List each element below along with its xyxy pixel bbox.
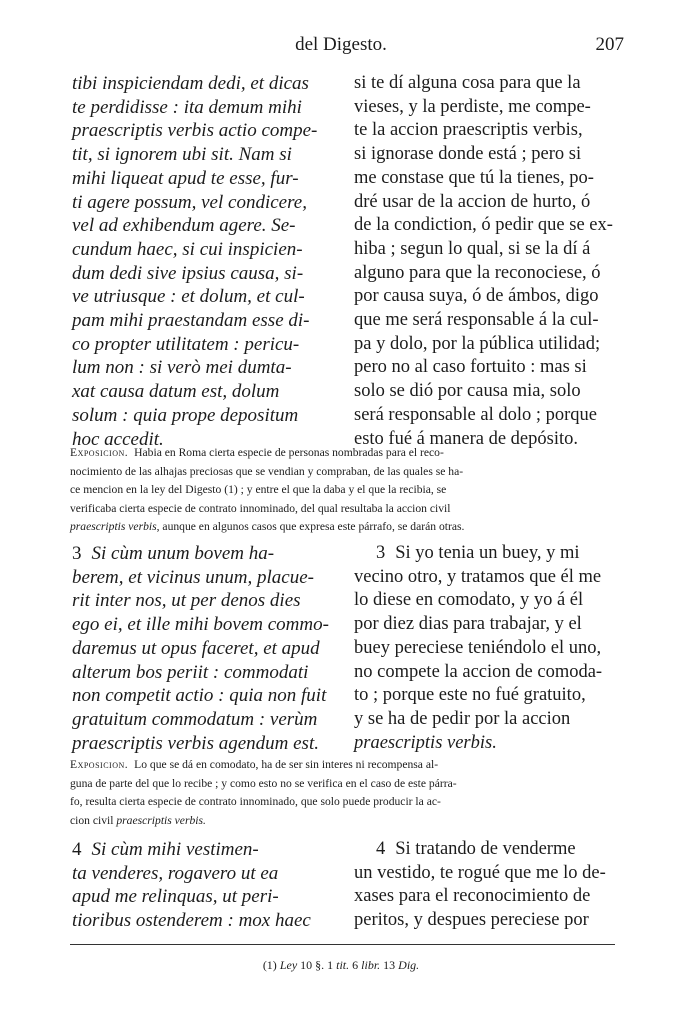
spanish-column <box>354 542 616 755</box>
spanish-line: de la condiction, ó pedir que se ex- <box>354 215 613 236</box>
exposicion-note-2 <box>70 756 615 830</box>
paragraph-number: 4 <box>376 839 386 859</box>
latin-line: tioribus ostenderem : mox haec <box>72 910 311 932</box>
note-line: fo, resulta cierta especie de contrato innominado, que solo puede producir la ac- <box>70 795 441 809</box>
latin-line: mihi liqueat apud te esse, fur- <box>72 167 299 189</box>
latin-line: ta venderes, rogavero ut ea <box>72 862 279 884</box>
latin-line: 4 Si cùm mihi vestimen- <box>72 839 259 860</box>
spanish-line: por diez dias para trabajar, y el <box>354 614 582 635</box>
spanish-line: esto fué á manera de depósito. <box>354 428 578 449</box>
latin-line: gratuitum commodatum : verùm <box>72 708 318 730</box>
exposicion-label: Exposicion. <box>70 758 129 771</box>
latin-line: hoc accedit. <box>72 428 164 450</box>
spanish-line: 4 Si tratando de venderme <box>376 839 576 859</box>
spanish-line: y se ha de pedir por la accion <box>354 708 571 729</box>
note-line: Exposicion. Habia en Roma cierta especie de personas nombradas para el reco- <box>70 446 444 459</box>
latin-line: te perdidisse : ita demum mihi <box>72 96 302 118</box>
section-4 <box>0 838 682 938</box>
page-header <box>0 34 682 64</box>
spanish-line: que me será responsable á la cul- <box>354 310 599 331</box>
note-line: cion civil praescriptis verbis. <box>70 813 206 827</box>
note-line: praescriptis verbis, aunque en algunos casos que expresa este párrafo, se darán otras. <box>70 520 465 534</box>
footnote-num: 10 <box>300 958 313 972</box>
latin-line: cundum haec, si cui inspicien- <box>72 238 303 260</box>
spanish-line: peritos, y despues pereciese por <box>354 910 589 931</box>
note-line: ce mencion en la ley del Digesto (1) ; y entre el que la daba y el que la recibia, se <box>70 483 447 497</box>
spanish-line: por causa suya, ó de ámbos, digo <box>354 286 599 307</box>
spanish-line: pero no al caso fortuito : mas si <box>354 357 587 378</box>
latin-line: ti agere possum, vel condicere, <box>72 191 307 213</box>
spanish-line: un vestido, te rogué que me lo de- <box>354 862 606 883</box>
page-number: 207 <box>595 34 624 55</box>
latin-line: praescriptis verbis agendum est. <box>72 732 319 754</box>
spanish-line: hiba ; segun lo qual, si se la dí á <box>354 238 591 259</box>
latin-line: non competit actio : quia non fuit <box>72 685 327 707</box>
latin-line: xat causa datum est, dolum <box>72 381 280 403</box>
latin-line: alterum bos periit : commodati <box>72 661 309 683</box>
section-1 <box>0 72 682 452</box>
section-3 <box>0 542 682 752</box>
footnote-divider <box>70 944 615 945</box>
spanish-line: 3 Si yo tenia un buey, y mi <box>376 543 580 563</box>
latin-line: daremus ut opus faceret, et apud <box>72 637 320 659</box>
latin-column <box>72 838 340 933</box>
latin-line: solum : quia prope depositum <box>72 404 299 426</box>
latin-line: lum non : si verò mei dumta- <box>72 357 292 379</box>
spanish-line: será responsable al dolo ; porque <box>354 404 597 425</box>
spanish-line: si te dí alguna cosa para que la <box>354 73 581 93</box>
spanish-column <box>354 72 616 451</box>
footnote <box>0 958 682 973</box>
latin-line: 3 Si cùm unum bovem ha- <box>72 543 275 564</box>
italic-term: praescriptis verbis. <box>116 813 206 827</box>
spanish-line: solo se dió por causa mia, solo <box>354 381 581 402</box>
footnote-num: 6 <box>352 958 359 972</box>
spanish-line: te la accion praescriptis verbis, <box>354 120 583 141</box>
footnote-section-sign: §. <box>315 958 325 972</box>
spanish-line: vieses, y la perdiste, me compe- <box>354 96 591 117</box>
note-line: guna de parte del que lo recibe ; y como esto no se verifica en el caso de este párra- <box>70 776 457 790</box>
latin-line: ego ei, et ille mihi bovem commo- <box>72 614 329 636</box>
paragraph-number: 3 <box>72 543 82 564</box>
footnote-num: 13 <box>383 958 396 972</box>
latin-line: apud me relinquas, ut peri- <box>72 886 279 908</box>
footnote-ley: Ley <box>279 958 298 972</box>
footnote-num: 1 <box>327 958 334 972</box>
latin-line: dum dedi sive ipsius causa, si- <box>72 262 304 284</box>
latin-line: rit inter nos, ut per denos dies <box>72 590 301 612</box>
footnote-dig: Dig. <box>398 958 420 972</box>
latin-line: tibi inspiciendam dedi, et dicas <box>72 73 309 94</box>
paragraph-number: 4 <box>72 839 82 860</box>
note-line: verificaba cierta especie de contrato innominado, del qual resultaba la accion civil <box>70 501 451 515</box>
latin-line: co propter utilitatem : pericu- <box>72 333 300 355</box>
footnote-mark: (1) <box>262 958 277 972</box>
latin-line: pam mihi praestandam esse di- <box>72 310 310 332</box>
spanish-line: buey pereciese teniéndolo el uno, <box>354 637 602 658</box>
spanish-line: alguno para que la reconociese, ó <box>354 262 601 283</box>
spanish-line: vecino otro, y tratamos que él me <box>354 566 602 587</box>
spanish-line: lo diese en comodato, y yo á él <box>354 590 584 611</box>
running-title: del Digesto. <box>295 34 387 55</box>
footnote-libr: libr. <box>361 958 381 972</box>
spanish-line: to ; porque este no fué gratuito, <box>354 685 586 706</box>
spanish-line: xases para el reconocimiento de <box>354 886 591 907</box>
latin-line: tit, si ignorem ubi sit. Nam si <box>72 144 292 166</box>
footnote-tit: tit. <box>336 958 350 972</box>
note-line: nocimiento de las alhajas preciosas que se vendian y compraban, de las quales se ha- <box>70 464 464 478</box>
spanish-line: dré usar de la accion de hurto, ó <box>354 191 591 212</box>
note-line: Exposicion. Lo que se dá en comodato, ha de ser sin interes ni recompensa al- <box>70 758 439 771</box>
spanish-column <box>354 838 616 933</box>
spanish-line: me constase que tú la tienes, po- <box>354 167 594 188</box>
spanish-line: no compete la accion de comoda- <box>354 661 603 682</box>
latin-line: praescriptis verbis actio compe- <box>72 120 318 142</box>
italic-term: praescriptis verbis <box>70 520 157 534</box>
latin-line: berem, et vicinus unum, placue- <box>72 566 314 588</box>
paragraph-number: 3 <box>376 543 386 563</box>
exposicion-note-1 <box>70 444 615 537</box>
latin-column <box>72 542 340 755</box>
latin-column <box>72 72 340 451</box>
spanish-line: si ignorase donde está ; pero si <box>354 144 582 165</box>
latin-line: ve utriusque : et dolum, et cul- <box>72 286 305 308</box>
exposicion-label: Exposicion. <box>70 446 129 459</box>
spanish-line: pa y dolo, por la pública utilidad; <box>354 333 601 354</box>
spanish-line: praescriptis verbis. <box>354 732 497 753</box>
latin-line: vel ad exhibendum agere. Se- <box>72 215 296 237</box>
